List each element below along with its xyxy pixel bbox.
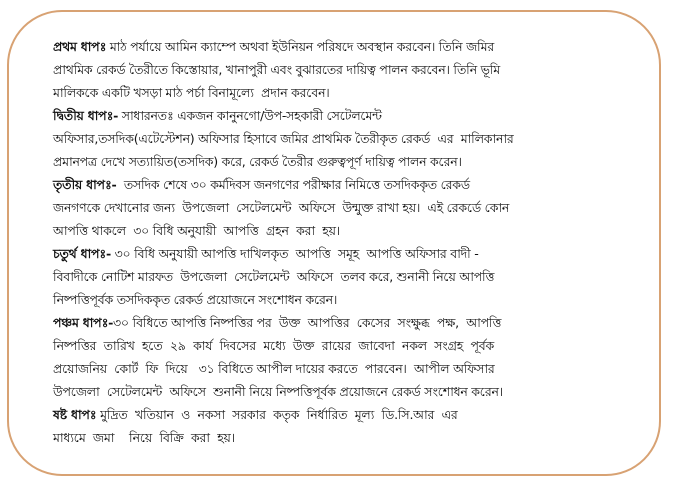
step-line [53,219,663,242]
step-fourth [53,242,663,311]
step-line [53,357,663,380]
step-text: প্রয়োজনিয় কোর্ট ফি দিয়ে ৩১ বিধিতে আপীল দায়ের করতে পারবেন। আপীল অফিসার [53,361,495,376]
step-text: ৩০ বিধি অনুযায়ী আপত্তি দাখিলকৃত আপত্তি সমূহ আপত্তি অফিসার বাদী - [110,246,479,261]
step-line [53,403,663,426]
step-line [53,196,663,219]
step-text: মালিককে একটি খসড়া মাঠ পর্চা বিনামূল্যে প্রদান করবেন। [53,85,330,100]
step-line [53,380,663,403]
step-line [53,35,663,58]
step-heading: দ্বিতীয় ধাপঃ- [53,108,119,123]
step-sixth [53,403,663,449]
step-text: প্রমানপত্র দেখে সত্যায়িত(তসদিক) করে, রেকর্ড তৈরীর গুরুত্বপূর্ণ দায়িত্ব পালন করেন। [53,154,462,169]
step-text: জনগণকে দেখানোর জন্য উপজেলা সেটেলমেন্ট অফিসে উন্মুক্ত রাখা হয়। এই রেকর্ডে কোন [53,200,510,215]
step-text: সাধারনতঃ একজন কানুনগো/উপ-সহকারী সেটেলমেন্ট [118,108,382,123]
step-text: ৩০ বিধিতে আপত্তি নিষ্পত্তির পর উক্ত আপত্তির কেসের সংক্ষুব্ধ পক্ষ, আপত্তি [113,315,502,330]
step-line [53,150,663,173]
step-text: মুদ্রিত খতিয়ান ও নকসা সরকার কতৃক নির্ধারিত মূল্য ডি.সি.আর এর [96,407,458,422]
step-line [53,311,663,334]
step-line [53,334,663,357]
step-text: তসদিক শেষে ৩০ কর্মদিবস জনগণের পরীক্ষার নিমিত্তে তসদিককৃত রেকর্ড [116,177,470,192]
step-text: উপজেলা সেটেলমেন্ট অফিসে শুনানী নিয়ে নিষ্পত্তিপূর্বক প্রয়োজনে রেকর্ড সংশোধন করেন। [53,384,503,399]
step-line [53,127,663,150]
step-heading: প্রথম ধাপঃ [53,39,107,54]
step-text: নিষ্পত্তিপূর্বক তসদিককৃত রেকর্ড প্রয়োজনে সংশোধন করেন। [53,292,338,307]
step-line [53,265,663,288]
step-text: প্রাথমিক রেকর্ড তৈরীতে কিস্তোয়ার, খানাপুরী এবং বুঝারতের দায়িত্ব পালন করবেন। তিনি ভূমি [53,62,500,77]
step-second [53,104,663,173]
step-text: বিবাদীকে নোটিশ মারফত উপজেলা সেটেলমেন্ট অফিসে তলব করে, শুনানী নিয়ে আপত্তি [53,269,495,284]
step-line [53,173,663,196]
step-line [53,104,663,127]
step-line [53,288,663,311]
steps-document [53,35,663,449]
step-third [53,173,663,242]
step-text: মাঠ পর্যায়ে আমিন ক্যাম্পে অথবা ইউনিয়ন পরিষদে অবস্থান করবেন। তিনি জমির [106,39,494,54]
step-line [53,242,663,265]
step-heading: তৃতীয় ধাপঃ- [53,177,117,192]
step-heading: চতুর্থ ধাপঃ- [53,246,111,261]
step-line [53,81,663,104]
step-text: নিষ্পত্তির তারিখ হতে ২৯ কার্য দিবসের মধ্যে উক্ত রায়ের জাবেদা নকল সংগ্রহ পূর্বক [53,338,495,353]
step-heading: ষষ্ট ধাপঃ [53,407,97,422]
step-first [53,35,663,104]
step-fifth [53,311,663,403]
step-line [53,426,663,449]
step-text: মাধ্যমে জমা নিয়ে বিক্রি করা হয়। [53,430,235,445]
step-heading: পঞ্চম ধাপঃ- [53,315,114,330]
step-line [53,58,663,81]
step-text: আপত্তি থাকলে ৩০ বিধি অনুযায়ী আপত্তি গ্রহন করা হয়। [53,223,340,238]
step-text: অফিসার,তসদিক(এটেস্টেশন) অফিসার হিসাবে জমির প্রাথমিক তৈরীকৃত রেকর্ড এর মালিকানার [53,131,514,146]
